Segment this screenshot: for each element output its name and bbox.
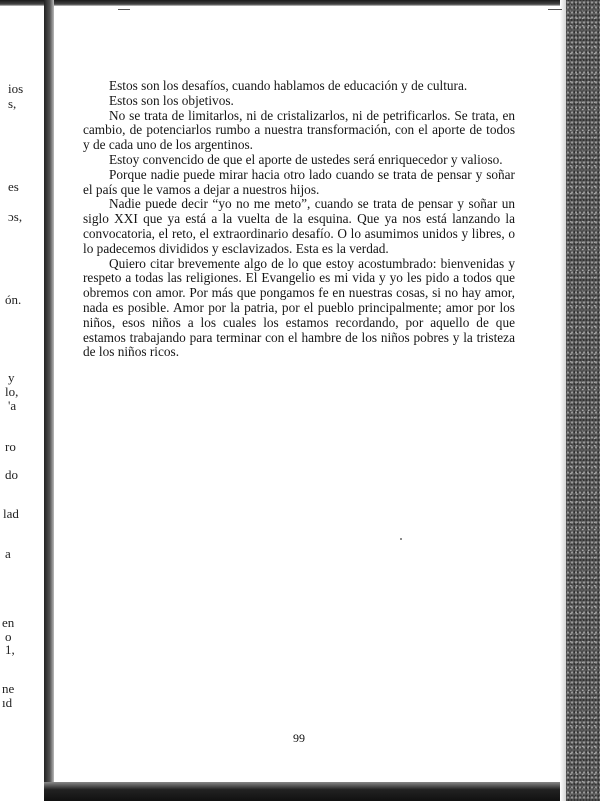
- scan-top-border: [0, 0, 600, 6]
- margin-fragment: do: [5, 468, 18, 482]
- margin-fragment: 'a: [8, 399, 17, 413]
- scan-mark: [548, 9, 562, 10]
- scan-speck: [400, 538, 402, 540]
- scan-bottom-border: [44, 782, 600, 801]
- paragraph: Estos son los objetivos.: [109, 92, 234, 108]
- paragraph: Nadie puede decir “yo no me meto”, cuando se trata de pensar y soñar un siglo XXI que ya está a la vuelta de la esquina. Que ya nos está lanzando la convocatoria, el reto, el extraordinario desafío. O lo asumimos unidos y libres, o lo padecemos divididos y esclavizados. Esta es la verdad.: [83, 196, 515, 256]
- body-text: [83, 79, 515, 360]
- margin-fragment: o: [5, 630, 12, 644]
- margin-fragment: ro: [5, 440, 16, 454]
- margin-fragment: ɔs,: [8, 210, 23, 224]
- margin-fragment: en: [2, 616, 15, 630]
- margin-fragment: es: [8, 180, 19, 194]
- paragraph: Estoy convencido de que el aporte de ustedes será enriquecedor y valioso.: [109, 151, 503, 167]
- scan-mark: [118, 9, 130, 10]
- margin-fragment: s,: [8, 97, 17, 111]
- margin-fragment: ios: [8, 82, 24, 96]
- page-number: 99: [293, 731, 305, 745]
- scan-right-border: [566, 0, 600, 801]
- paragraph: Estos son los desafíos, cuando hablamos de educación y de cultura.: [109, 78, 468, 93]
- margin-fragment: ne: [2, 682, 15, 696]
- margin-fragment: 1,: [5, 643, 15, 657]
- paragraph: Porque nadie puede mirar hacia otro lado cuando se trata de pensar y soñar el país que le vamos a dejar a nuestros hijos.: [83, 166, 515, 197]
- margin-fragment: y: [8, 371, 15, 385]
- margin-fragment: ón.: [5, 293, 22, 307]
- margin-fragment: a: [5, 547, 11, 561]
- paragraph: Quiero citar brevemente algo de lo que estoy acostumbrado: bienvenidas y respeto a todas las religiones. El Evangelio es mi vida y yo les pido a todos que obremos con amor. Por más que pongamos fe en nuestras cosas, si no hay amor, nada es posible. Amor por la patria, por el pueblo principalmente; amor por los niños, esos niños a los cuales los estamos recordando, por aquello de que estamos trabajando para terminar con el hambre de los niños pobres y la tristeza de los niños ricos.: [83, 255, 515, 360]
- margin-fragment: lo,: [5, 385, 19, 399]
- paragraph: No se trata de limitarlos, ni de cristalizarlos, ni de petrificarlos. Se trata, en cambio, de potenciarlos rumbo a nuestra transformación, con el aporte de todos y de cada uno de los argentinos.: [83, 107, 515, 153]
- margin-fragment: lad: [3, 507, 19, 521]
- margin-fragment: ıd: [2, 696, 13, 710]
